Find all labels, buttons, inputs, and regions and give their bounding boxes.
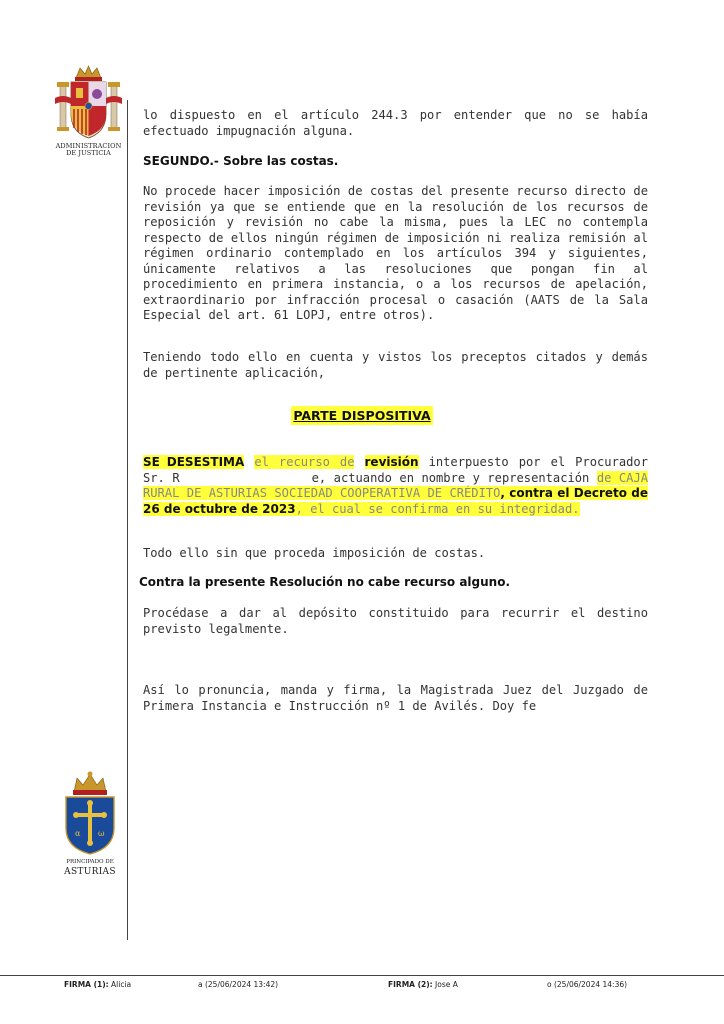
revision-text: revisión [364,455,419,469]
parte-dispositiva-title [0,405,724,424]
section-heading: SEGUNDO.- Sobre las costas. [143,154,339,168]
procurador-text: interpuesto por el Procurador Sr. R [143,455,648,485]
segundo-heading [143,154,648,170]
margin-rule [127,100,128,940]
paragraph-text: Así lo pronuncia, manda y firma, la Magistrada Juez del Juzgado de Primera Instancia e Instrucción nº 1 de Avilés. Doy fe [143,683,648,713]
paragraph-text: Procédase a dar al depósito constituido para recurrir el destino previsto legalmente. [143,606,648,636]
caption-line: DE JUSTICIA [66,149,111,157]
se-desestima-text: SE DESESTIMA [143,455,245,469]
actuando-text: e, actuando en nombre y representación [311,470,590,485]
asturias-caption-line2: ASTURIAS [64,867,116,877]
paragraph-costas [143,184,648,324]
admin-justicia-caption [52,143,125,157]
firma-name: Alicia [111,980,132,989]
svg-text:ω: ω [98,829,105,838]
spain-coat-of-arms-icon [52,64,125,142]
caption-line: ADMINISTRACION [55,142,122,150]
asturias-coat-of-arms-icon [60,770,120,856]
firma-label: FIRMA (2): [388,980,433,989]
contra-resolucion [139,575,644,591]
decreto-text: , contra el Decreto de 26 de octubre de 2023 [143,486,648,516]
svg-text:α: α [75,829,81,838]
paragraph-fallo [143,455,648,517]
administracion-justicia-logo [52,64,125,162]
paragraph-text: No procede hacer imposición de costas del presente recurso directo de revisión ya que se entiende que en la resolución de los recursos de reposición y revisión no cabe la misma, pues la LEC no contempla respecto de ellos ningún régimen de imposición ni realiza remisión al régimen ordinario contemplado en los artículos 394 y siguientes, únicamente relativos a las resoluciones que pongan fin al procedimiento en primera instancia, o a los recursos de apelación, extraordinario por infracción procesal o casación (AATS de la Sala Especial del art. 61 LOPJ, entre otros). [143,184,648,322]
paragraph-text: Todo ello sin que proceda imposición de costas. [143,546,486,560]
firma-1-date: a (25/06/2024 13:42) [198,980,279,989]
firma-name: Jose A [435,980,458,989]
entity-text: de CAJA RURAL DE ASTURIAS SOCIEDAD COOPERATIVA DE CRÉDITO [143,470,649,500]
principado-asturias-logo [60,770,120,882]
recurso-text: el recurso de [254,455,355,469]
firma-1 [64,980,131,989]
paragraph-articulo [143,108,648,139]
section-title: PARTE DISPOSITIVA [293,408,431,423]
paragraph-text: lo dispuesto en el artículo 244.3 por entender que no se había efectuado impugnación alguna. [143,108,648,138]
paragraph-teniendo [143,350,648,381]
firma-2-date: o (25/06/2024 14:36) [547,980,628,989]
paragraph-deposito [143,606,648,637]
footer-rule [0,975,724,976]
paragraph-text: Teniendo todo ello en cuenta y vistos los preceptos citados y demás de pertinente aplicación, [143,350,648,380]
paragraph-firma [143,683,648,714]
firma-label: FIRMA (1): [64,980,109,989]
paragraph-sin-costas [143,546,648,562]
bold-statement: Contra la presente Resolución no cabe recurso alguno. [139,575,511,589]
asturias-caption-line1: PRINCIPADO DE [66,859,114,865]
confirma-text: , el cual se confirma en su integridad. [295,501,580,516]
firma-2 [388,980,458,989]
